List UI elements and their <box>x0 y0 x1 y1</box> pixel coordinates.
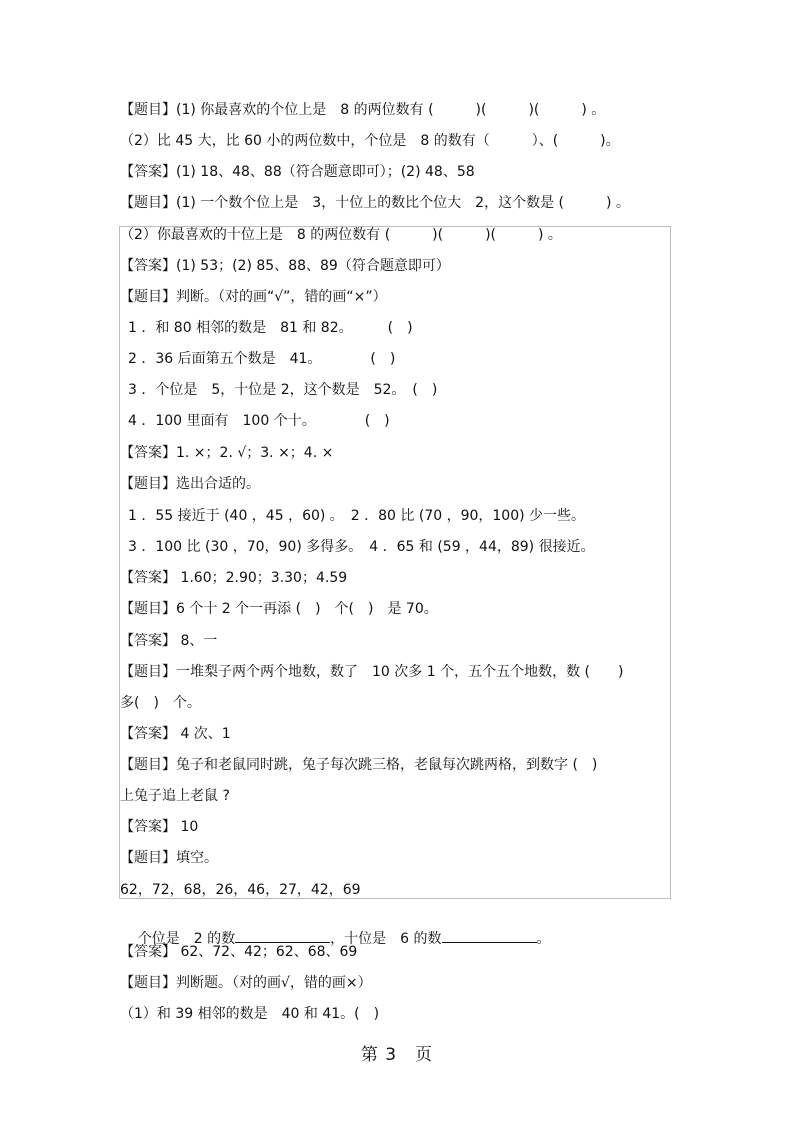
text-line: 【答案】1. ×；2. √；3. ×；4. × <box>120 445 334 461</box>
text-line: 【题目】6 个十 2 个一再添 ( ) 个( ) 是 70。 <box>120 601 438 617</box>
text-line: 【题目】(1) 一个数个位上是 3，十位上的数比个位大 2，这个数是 ( ) 。 <box>120 195 630 211</box>
text-line: 1 ．和 80 相邻的数是 81 和 82。 ( ) <box>128 320 413 336</box>
text-line: 【题目】一堆梨子两个两个地数，数了 10 次多 1 个，五个五个地数，数 ( ) <box>120 664 624 680</box>
text-line: 【题目】(1) 你最喜欢的个位上是 8 的两位数有 ( )( )( ) 。 <box>120 102 606 118</box>
answer-blank[interactable] <box>442 940 537 943</box>
fill-text-end: 。 <box>536 931 551 947</box>
text-line: 【题目】判断。（对的画“√”，错的画“×”） <box>120 289 387 305</box>
text-line: 【题目】兔子和老鼠同时跳，兔子每次跳三格，老鼠每次跳两格，到数字 ( ) <box>120 757 598 773</box>
text-line: 4 ．100 里面有 100 个十。 ( ) <box>128 413 390 429</box>
text-line: 【答案】 1.60；2.90；3.30；4.59 <box>120 570 348 586</box>
text-line: 【答案】 62、72、42；62、68、69 <box>120 944 358 960</box>
text-line: 【答案】 8、一 <box>120 633 218 649</box>
text-line: 【题目】判断题。（对的画√，错的画×） <box>120 975 372 991</box>
fill-text-tens: ，十位是 6 的数 <box>330 931 442 947</box>
text-line: 【答案】 4 次、1 <box>120 726 231 742</box>
text-line: 3 ．100 比 (30 ，70，90) 多得多。 4 ．65 和 (59 ，44，89) 很接近。 <box>128 539 595 555</box>
text-line: 1 ．55 接近于 (40 ，45 ，60) 。 2 ．80 比 (70 ，90，100) 少一些。 <box>128 508 586 524</box>
text-line: 2 ．36 后面第五个数是 41。 ( ) <box>128 351 396 367</box>
text-line: （1）和 39 相邻的数是 40 和 41。( ) <box>120 1006 380 1022</box>
text-line: 【题目】填空。 <box>120 850 218 866</box>
text-line: 多( ) 个。 <box>120 695 201 711</box>
text-line: 上兔子追上老鼠 ? <box>120 788 230 804</box>
text-line: 【答案】(1) 53；(2) 85、88、89（符合题意即可） <box>120 258 450 274</box>
text-line: （2）比 45 大，比 60 小的两位数中，个位是 8 的数有（ ）、( )。 <box>120 133 620 149</box>
text-line: 3 ．个位是 5，十位是 2，这个数是 52。 ( ) <box>128 382 438 398</box>
text-line: （2）你最喜欢的十位上是 8 的两位数有 ( )( )( ) 。 <box>120 227 562 243</box>
text-line: 【答案】 10 <box>120 819 199 835</box>
fill-in-line <box>120 912 551 947</box>
text-line: 62，72，68，26，46，27，42，69 <box>120 882 361 898</box>
text-line: 【题目】选出合适的。 <box>120 476 260 492</box>
fill-text-ones: 个位是 2 的数 <box>137 931 236 947</box>
text-line: 【答案】(1) 18、48、88（符合题意即可）；(2) 48、58 <box>120 164 475 180</box>
page-number: 第 3 页 <box>360 1045 434 1065</box>
